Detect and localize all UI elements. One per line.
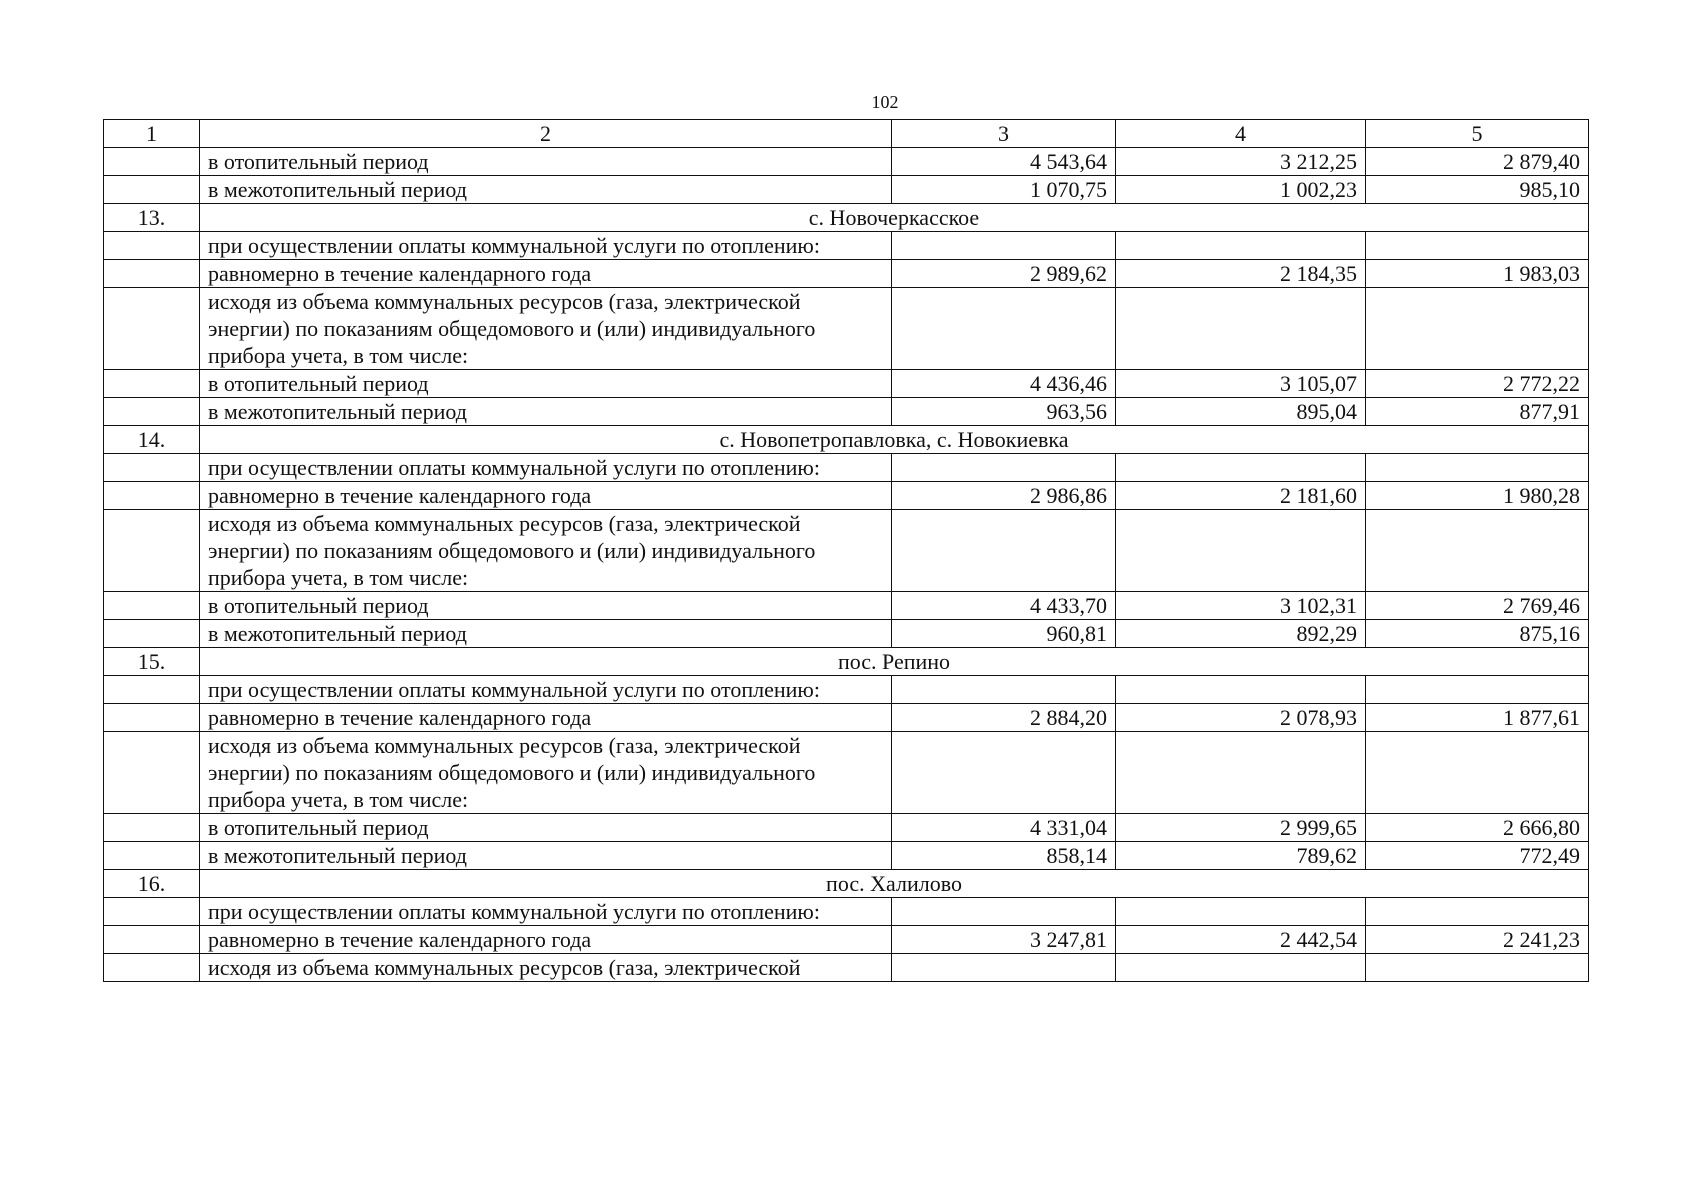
value-cell-col5 bbox=[1366, 732, 1589, 814]
value-cell-col5 bbox=[1366, 288, 1589, 370]
row-label-cell: исходя из объема коммунальных ресурсов (газа, электрической энергии) по показаниям общедомового и (или) индивидуального прибора учета, в том числе: bbox=[200, 288, 892, 370]
section-title: пос. Репино bbox=[200, 648, 1589, 676]
value-cell-col5: 2 241,23 bbox=[1366, 926, 1589, 954]
row-number-cell bbox=[104, 176, 200, 204]
value-cell-col3: 4 436,46 bbox=[892, 370, 1116, 398]
table-row bbox=[104, 620, 1589, 648]
value-cell-col5: 985,10 bbox=[1366, 176, 1589, 204]
value-cell-col3: 3 247,81 bbox=[892, 926, 1116, 954]
value-cell-col3 bbox=[892, 288, 1116, 370]
value-cell-col5: 2 879,40 bbox=[1366, 148, 1589, 176]
value-cell-col3 bbox=[892, 954, 1116, 982]
header-cell-1: 1 bbox=[104, 120, 200, 148]
row-number-cell bbox=[104, 704, 200, 732]
row-number-cell bbox=[104, 398, 200, 426]
value-cell-col3 bbox=[892, 232, 1116, 260]
value-cell-col5: 875,16 bbox=[1366, 620, 1589, 648]
row-label-cell: равномерно в течение календарного года bbox=[200, 926, 892, 954]
row-label-cell: в отопительный период bbox=[200, 592, 892, 620]
row-number-cell bbox=[104, 148, 200, 176]
row-number-cell bbox=[104, 620, 200, 648]
value-cell-col3: 4 331,04 bbox=[892, 814, 1116, 842]
row-number-cell bbox=[104, 926, 200, 954]
table-row bbox=[104, 288, 1589, 370]
table-row bbox=[104, 842, 1589, 870]
value-cell-col3 bbox=[892, 454, 1116, 482]
table-row bbox=[104, 814, 1589, 842]
table-row bbox=[104, 926, 1589, 954]
row-number-cell bbox=[104, 510, 200, 592]
section-number: 14. bbox=[104, 426, 200, 454]
header-cell-4: 4 bbox=[1116, 120, 1366, 148]
table-row bbox=[104, 232, 1589, 260]
section-row bbox=[104, 648, 1589, 676]
row-number-cell bbox=[104, 232, 200, 260]
value-cell-col5 bbox=[1366, 454, 1589, 482]
table-row bbox=[104, 954, 1589, 982]
table-row bbox=[104, 676, 1589, 704]
value-cell-col4: 892,29 bbox=[1116, 620, 1366, 648]
value-cell-col3: 2 884,20 bbox=[892, 704, 1116, 732]
section-row bbox=[104, 204, 1589, 232]
section-number: 15. bbox=[104, 648, 200, 676]
header-cell-2: 2 bbox=[200, 120, 892, 148]
value-cell-col5 bbox=[1366, 232, 1589, 260]
value-cell-col4: 2 181,60 bbox=[1116, 482, 1366, 510]
table-header-row bbox=[104, 120, 1589, 148]
section-title: с. Новопетропавловка, с. Новокиевка bbox=[200, 426, 1589, 454]
row-number-cell bbox=[104, 288, 200, 370]
row-number-cell bbox=[104, 842, 200, 870]
row-label-cell: в межотопительный период bbox=[200, 398, 892, 426]
value-cell-col5: 2 772,22 bbox=[1366, 370, 1589, 398]
page-number: 102 bbox=[871, 92, 899, 112]
value-cell-col3 bbox=[892, 676, 1116, 704]
value-cell-col5 bbox=[1366, 954, 1589, 982]
value-cell-col4: 895,04 bbox=[1116, 398, 1366, 426]
table-row bbox=[104, 176, 1589, 204]
value-cell-col5: 1 877,61 bbox=[1366, 704, 1589, 732]
value-cell-col4: 1 002,23 bbox=[1116, 176, 1366, 204]
header-cell-3: 3 bbox=[892, 120, 1116, 148]
value-cell-col5: 2 769,46 bbox=[1366, 592, 1589, 620]
row-label-cell: при осуществлении оплаты коммунальной услуги по отоплению: bbox=[200, 898, 892, 926]
value-cell-col4 bbox=[1116, 898, 1366, 926]
value-cell-col4 bbox=[1116, 232, 1366, 260]
value-cell-col3: 1 070,75 bbox=[892, 176, 1116, 204]
row-label-cell: в отопительный период bbox=[200, 814, 892, 842]
value-cell-col3: 858,14 bbox=[892, 842, 1116, 870]
row-label-cell: исходя из объема коммунальных ресурсов (газа, электрической энергии) по показаниям общедомового и (или) индивидуального прибора учета, в том числе: bbox=[200, 510, 892, 592]
row-label-cell: исходя из объема коммунальных ресурсов (газа, электрической bbox=[200, 954, 892, 982]
table-row bbox=[104, 370, 1589, 398]
value-cell-col5 bbox=[1366, 676, 1589, 704]
value-cell-col4 bbox=[1116, 732, 1366, 814]
value-cell-col3: 4 543,64 bbox=[892, 148, 1116, 176]
value-cell-col4: 2 999,65 bbox=[1116, 814, 1366, 842]
value-cell-col4 bbox=[1116, 954, 1366, 982]
value-cell-col5: 1 980,28 bbox=[1366, 482, 1589, 510]
value-cell-col3: 2 986,86 bbox=[892, 482, 1116, 510]
table-row bbox=[104, 592, 1589, 620]
value-cell-col3 bbox=[892, 510, 1116, 592]
table-row bbox=[104, 732, 1589, 814]
value-cell-col5 bbox=[1366, 510, 1589, 592]
value-cell-col3: 4 433,70 bbox=[892, 592, 1116, 620]
table-row bbox=[104, 398, 1589, 426]
row-label-cell: в межотопительный период bbox=[200, 620, 892, 648]
table-row bbox=[104, 898, 1589, 926]
value-cell-col4: 3 102,31 bbox=[1116, 592, 1366, 620]
table-row bbox=[104, 482, 1589, 510]
row-label-cell: равномерно в течение календарного года bbox=[200, 482, 892, 510]
value-cell-col5: 2 666,80 bbox=[1366, 814, 1589, 842]
value-cell-col4: 3 105,07 bbox=[1116, 370, 1366, 398]
value-cell-col4: 2 184,35 bbox=[1116, 260, 1366, 288]
value-cell-col4: 3 212,25 bbox=[1116, 148, 1366, 176]
row-label-cell: исходя из объема коммунальных ресурсов (газа, электрической энергии) по показаниям общедомового и (или) индивидуального прибора учета, в том числе: bbox=[200, 732, 892, 814]
row-number-cell bbox=[104, 732, 200, 814]
row-number-cell bbox=[104, 454, 200, 482]
value-cell-col4: 789,62 bbox=[1116, 842, 1366, 870]
row-label-cell: при осуществлении оплаты коммунальной услуги по отоплению: bbox=[200, 232, 892, 260]
section-title: с. Новочеркасское bbox=[200, 204, 1589, 232]
row-label-cell: при осуществлении оплаты коммунальной услуги по отоплению: bbox=[200, 676, 892, 704]
tariff-table bbox=[103, 119, 1589, 982]
value-cell-col5: 877,91 bbox=[1366, 398, 1589, 426]
value-cell-col4 bbox=[1116, 454, 1366, 482]
row-number-cell bbox=[104, 260, 200, 288]
value-cell-col4: 2 078,93 bbox=[1116, 704, 1366, 732]
row-label-cell: равномерно в течение календарного года bbox=[200, 704, 892, 732]
value-cell-col4 bbox=[1116, 676, 1366, 704]
table-row bbox=[104, 704, 1589, 732]
value-cell-col5: 772,49 bbox=[1366, 842, 1589, 870]
row-number-cell bbox=[104, 676, 200, 704]
row-number-cell bbox=[104, 954, 200, 982]
section-row bbox=[104, 426, 1589, 454]
row-label-cell: в отопительный период bbox=[200, 148, 892, 176]
value-cell-col4 bbox=[1116, 510, 1366, 592]
row-number-cell bbox=[104, 898, 200, 926]
row-number-cell bbox=[104, 482, 200, 510]
section-row bbox=[104, 870, 1589, 898]
value-cell-col5 bbox=[1366, 898, 1589, 926]
row-number-cell bbox=[104, 370, 200, 398]
section-number: 13. bbox=[104, 204, 200, 232]
row-label-cell: в отопительный период bbox=[200, 370, 892, 398]
table-row bbox=[104, 260, 1589, 288]
row-label-cell: в межотопительный период bbox=[200, 176, 892, 204]
table-row bbox=[104, 510, 1589, 592]
value-cell-col4 bbox=[1116, 288, 1366, 370]
row-label-cell: равномерно в течение календарного года bbox=[200, 260, 892, 288]
value-cell-col3 bbox=[892, 732, 1116, 814]
table-row bbox=[104, 148, 1589, 176]
row-number-cell bbox=[104, 814, 200, 842]
section-title: пос. Халилово bbox=[200, 870, 1589, 898]
row-label-cell: в межотопительный период bbox=[200, 842, 892, 870]
header-cell-5: 5 bbox=[1366, 120, 1589, 148]
value-cell-col3 bbox=[892, 898, 1116, 926]
row-number-cell bbox=[104, 592, 200, 620]
value-cell-col3: 963,56 bbox=[892, 398, 1116, 426]
row-label-cell: при осуществлении оплаты коммунальной услуги по отоплению: bbox=[200, 454, 892, 482]
value-cell-col3: 960,81 bbox=[892, 620, 1116, 648]
value-cell-col4: 2 442,54 bbox=[1116, 926, 1366, 954]
value-cell-col5: 1 983,03 bbox=[1366, 260, 1589, 288]
value-cell-col3: 2 989,62 bbox=[892, 260, 1116, 288]
table-row bbox=[104, 454, 1589, 482]
section-number: 16. bbox=[104, 870, 200, 898]
